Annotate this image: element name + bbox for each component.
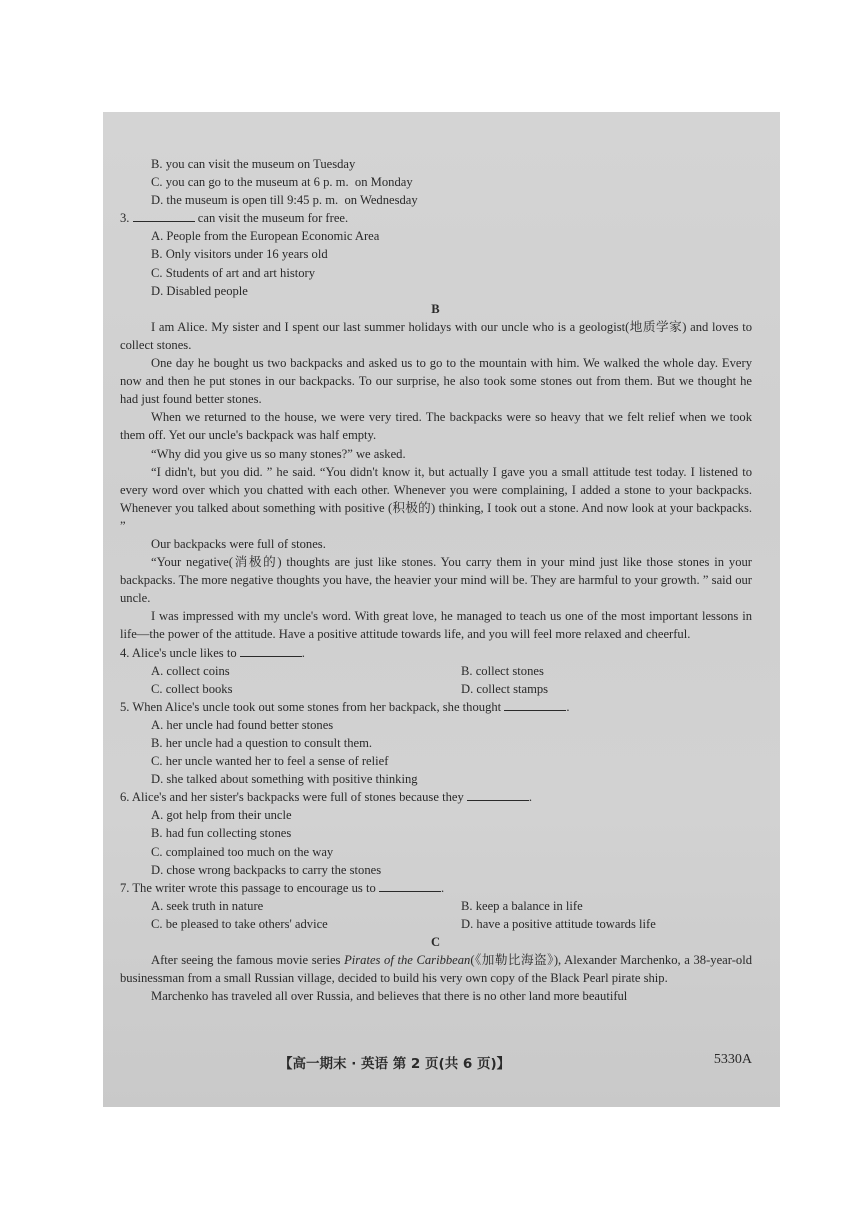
- exam-content: [120, 155, 752, 1005]
- q4-stem: 4. Alice's uncle likes to .: [120, 645, 305, 660]
- q4-option-d: D. collect stamps: [461, 681, 549, 696]
- passage-c-paragraph: [120, 951, 752, 987]
- answer-blank: [133, 209, 195, 222]
- q3-stem-text: can visit the museum for free.: [197, 211, 349, 226]
- q2-option-d: D. the museum is open till 9:45 p. m. on Wednesday: [151, 193, 418, 208]
- q6-option-a: A. got help from their uncle: [151, 808, 292, 823]
- q6-option-b: B. had fun collecting stones: [151, 826, 292, 841]
- q5-option-d: D. she talked about something with positive thinking: [151, 772, 418, 787]
- answer-blank: [379, 879, 441, 892]
- section-c-heading: C: [430, 935, 442, 950]
- passage-c-paragraph: Marchenko has traveled all over Russia, and believes that there is no other land more beautiful: [151, 989, 628, 1004]
- passage-b-paragraph: Our backpacks were full of stones.: [151, 536, 326, 551]
- passage-b-paragraph: I am Alice. My sister and I spent our last summer holidays with our uncle who is a geologist(地质学家) and loves to collect stones.: [120, 319, 752, 352]
- q5-option-b: B. her uncle had a question to consult them.: [151, 736, 373, 750]
- q2-option-c: C. you can go to the museum at 6 p. m. on Monday: [151, 175, 413, 190]
- q3-option-c: C. Students of art and art history: [151, 265, 316, 280]
- q7-stem: 7. The writer wrote this passage to encourage us to .: [120, 880, 445, 895]
- answer-blank: [467, 788, 529, 801]
- passage-b-paragraph: “Why did you give us so many stones?” we asked.: [151, 446, 406, 461]
- q7-option-c: C. be pleased to take others' advice: [151, 916, 328, 931]
- q3-option-b: B. Only visitors under 16 years old: [151, 247, 328, 262]
- q4-options-row-2: [120, 680, 752, 698]
- paper-code: 5330A: [713, 1052, 752, 1067]
- q5-stem-text: 5. When Alice's uncle took out some stones from her backpack, she thought: [120, 699, 502, 714]
- q7-stem-text: 7. The writer wrote this passage to encourage us to: [120, 880, 376, 895]
- movie-title: Pirates of the Caribbean: [344, 953, 471, 968]
- q3-option-a: A. People from the European Economic Area: [151, 229, 380, 244]
- q4-stem-text: 4. Alice's uncle likes to: [120, 645, 237, 660]
- q6-stem-text: 6. Alice's and her sister's backpacks were full of stones because they: [120, 790, 464, 805]
- q7-option-b: B. keep a balance in life: [461, 898, 583, 913]
- passage-b-paragraph: I was impressed with my uncle's word. With great love, he managed to teach us one of the most important lessons in life—the power of the attitude. Have a positive attitude towards life, and you will feel more relaxed and cheerful.: [120, 609, 752, 642]
- answer-blank: [240, 644, 302, 657]
- q7-options-row-1: [120, 897, 752, 915]
- q3-option-d: D. Disabled people: [151, 283, 248, 298]
- q4-options-row-1: [120, 662, 752, 680]
- q7-option-d: D. have a positive attitude towards life: [461, 916, 656, 931]
- q6-option-d: D. chose wrong backpacks to carry the stones: [151, 862, 382, 877]
- q3-number: 3.: [120, 211, 130, 226]
- q5-option-c: C. her uncle wanted her to feel a sense of relief: [151, 754, 389, 769]
- passage-b-paragraph: One day he bought us two backpacks and asked us to go to the mountain with him. We walked the whole day. Every now and then he put stones in our backpacks. To our surprise, he also took some stones out from them. But we thought he had just found better stones.: [120, 356, 752, 407]
- q5-stem: 5. When Alice's uncle took out some stones from her backpack, she thought .: [120, 699, 570, 714]
- q5-option-a: A. her uncle had found better stones: [151, 717, 334, 732]
- q7-options-row-2: [120, 915, 752, 933]
- q2-option-b: B. you can visit the museum on Tuesday: [151, 157, 356, 171]
- q4-option-a: A. collect coins: [151, 663, 230, 678]
- q6-stem: 6. Alice's and her sister's backpacks were full of stones because they .: [120, 790, 533, 805]
- q4-option-c: C. collect books: [151, 681, 233, 696]
- passage-b-paragraph: “I didn't, but you did. ” he said. “You didn't know it, but actually I gave you a small attitude test today. I listened to every word over which you chatted with each other. Whenever you were complaining, I added a stone to your backpacks. Whenever you talked about something with positive (积极的) thinking, I took out a stone. And now look at your backpacks. ”: [120, 464, 752, 533]
- passage-b-paragraph: When we returned to the house, we were very tired. The backpacks were so heavy that we felt relief when we took them off. Yet our uncle's backpack was half empty.: [120, 410, 752, 443]
- q7-option-a: A. seek truth in nature: [151, 898, 264, 913]
- passage-b-paragraph: “Your negative(消极的) thoughts are just like stones. You carry them in your mind just like those stones in your backpacks. The more negative thoughts you have, the heavier your mind will be. They are harmful to your growth. ” said our uncle.: [120, 555, 752, 606]
- section-b-heading: B: [431, 301, 441, 316]
- answer-blank: [504, 698, 566, 711]
- passage-c-text: (《加勒比海盗》), Alexander Marchenko, a 38-year-old businessman from a small Russian village, decided to build his very own copy of the Black Pearl pirate ship.: [120, 953, 752, 986]
- q3-stem: [120, 209, 752, 227]
- q6-option-c: C. complained too much on the way: [151, 844, 334, 859]
- passage-c-text: After seeing the famous movie series: [151, 953, 345, 968]
- footer-label: 【高一期末 · 英语 第 2 页(共 6 页)】: [279, 1056, 511, 1072]
- q4-option-b: B. collect stones: [461, 663, 544, 678]
